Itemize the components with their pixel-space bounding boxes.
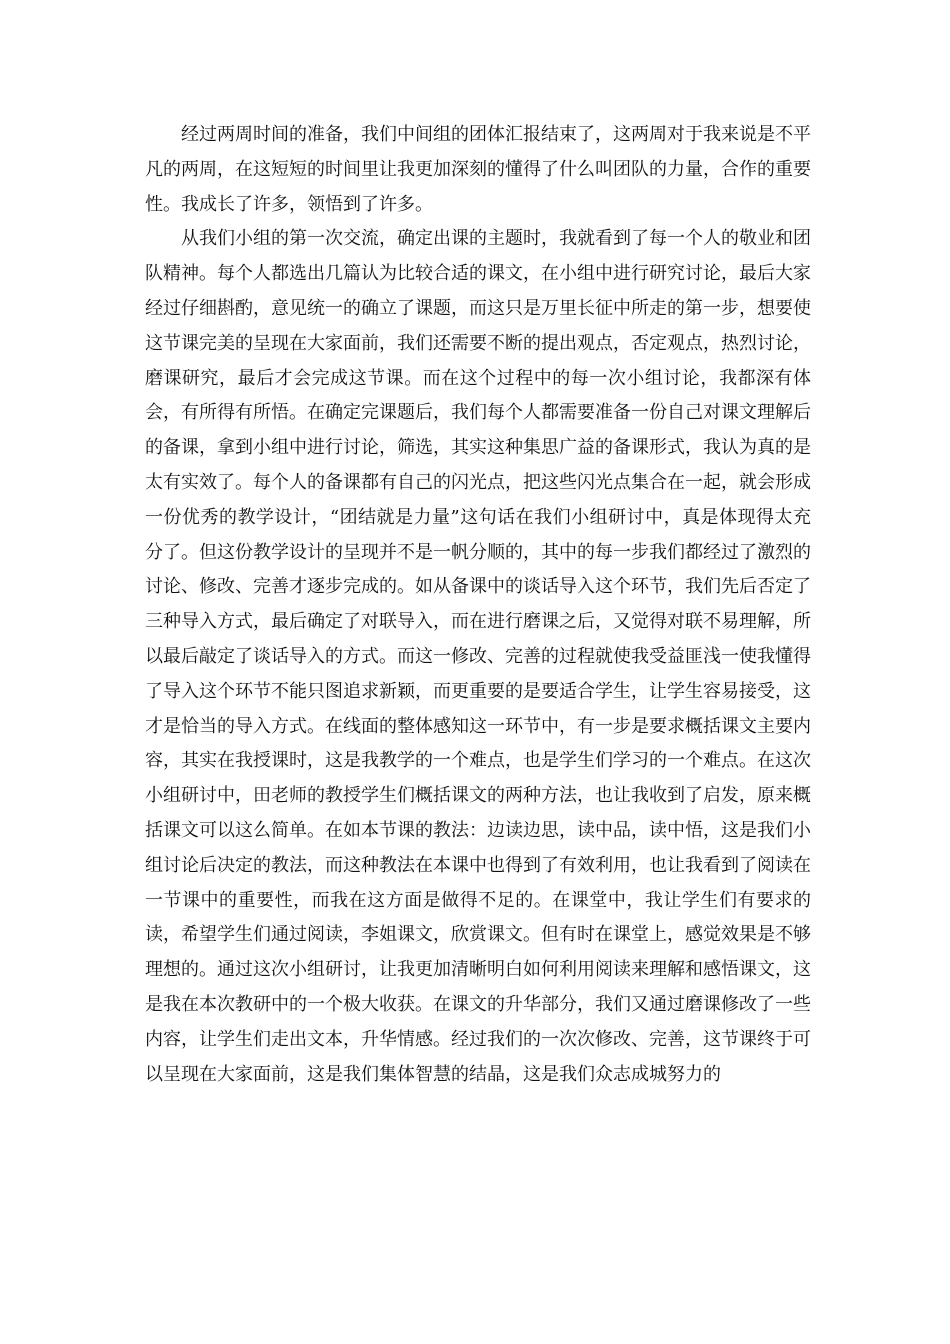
body-text xyxy=(145,118,811,1092)
paragraph-main: 从我们小组的第一次交流，确定出课的主题时，我就看到了每一个人的敬业和团队精神。每个人都选出几篇认为比较合适的课文，在小组中进行研究讨论，最后大家经过仔细斟酌，意见统一的确立了课题，而这只是万里长征中所走的第一步，想要使这节课完美的呈现在大家面前，我们还需要不断的提出观点，否定观点，热烈讨论，磨课研究，最后才会完成这节课。而在这个过程中的每一次小组讨论，我都深有体会，有所得有所悟。在确定完课题后，我们每个人都需要准备一份自己对课文理解后的备课，拿到小组中进行讨论，筛选，其实这种集思广益的备课形式，我认为真的是太有实效了。每个人的备课都有自己的闪光点，把这些闪光点集合在一起，就会形成一份优秀的教学设计，“团结就是力量”这句话在我们小组研讨中，真是体现得太充分了。但这份教学设计的呈现并不是一帆分顺的，其中的每一步我们都经过了激烈的讨论、修改、完善才逐步完成的。如从备课中的谈话导入这个环节，我们先后否定了三种导入方式，最后确定了对联导入，而在进行磨课之后，又觉得对联不易理解，所以最后敲定了谈话导入的方式。而这一修改、完善的过程就使我受益匪浅一使我懂得了导入这个环节不能只图追求新颖，而更重要的是要适合学生，让学生容易接受，这才是恰当的导入方式。在线面的整体感知这一环节中，有一步是要求概括课文主要内容，其实在我授课时，这是我教学的一个难点，也是学生们学习的一个难点。在这次小组研讨中，田老师的教授学生们概括课文的两种方法，也让我收到了启发，原来概括课文可以这么简单。在如本节课的教法：边读边思，读中品，读中悟，这是我们小组讨论后决定的教法，而这种教法在本课中也得到了有效利用，也让我看到了阅读在一节课中的重要性，而我在这方面是做得不足的。在课堂中，我让学生们有要求的读，希望学生们通过阅读，李姐课文，欣赏课文。但有时在课堂上，感觉效果是不够理想的。通过这次小组研讨，让我更加清晰明白如何利用阅读来理解和感悟课文，这是我在本次教研中的一个极大收获。在课文的升华部分，我们又通过磨课修改了一些内容，让学生们走出文本，升华情感。经过我们的一次次修改、完善，这节课终于可以呈现在大家面前，这是我们集体智慧的结晶，这是我们众志成城努力的 xyxy=(145,228,811,1085)
paragraph-intro: 经过两周时间的准备，我们中间组的团体汇报结束了，这两周对于我来说是不平凡的两周，在这短短的时间里让我更加深刻的懂得了什么叫团队的力量，合作的重要性。我成长了许多，领悟到了许多。 xyxy=(145,124,811,215)
